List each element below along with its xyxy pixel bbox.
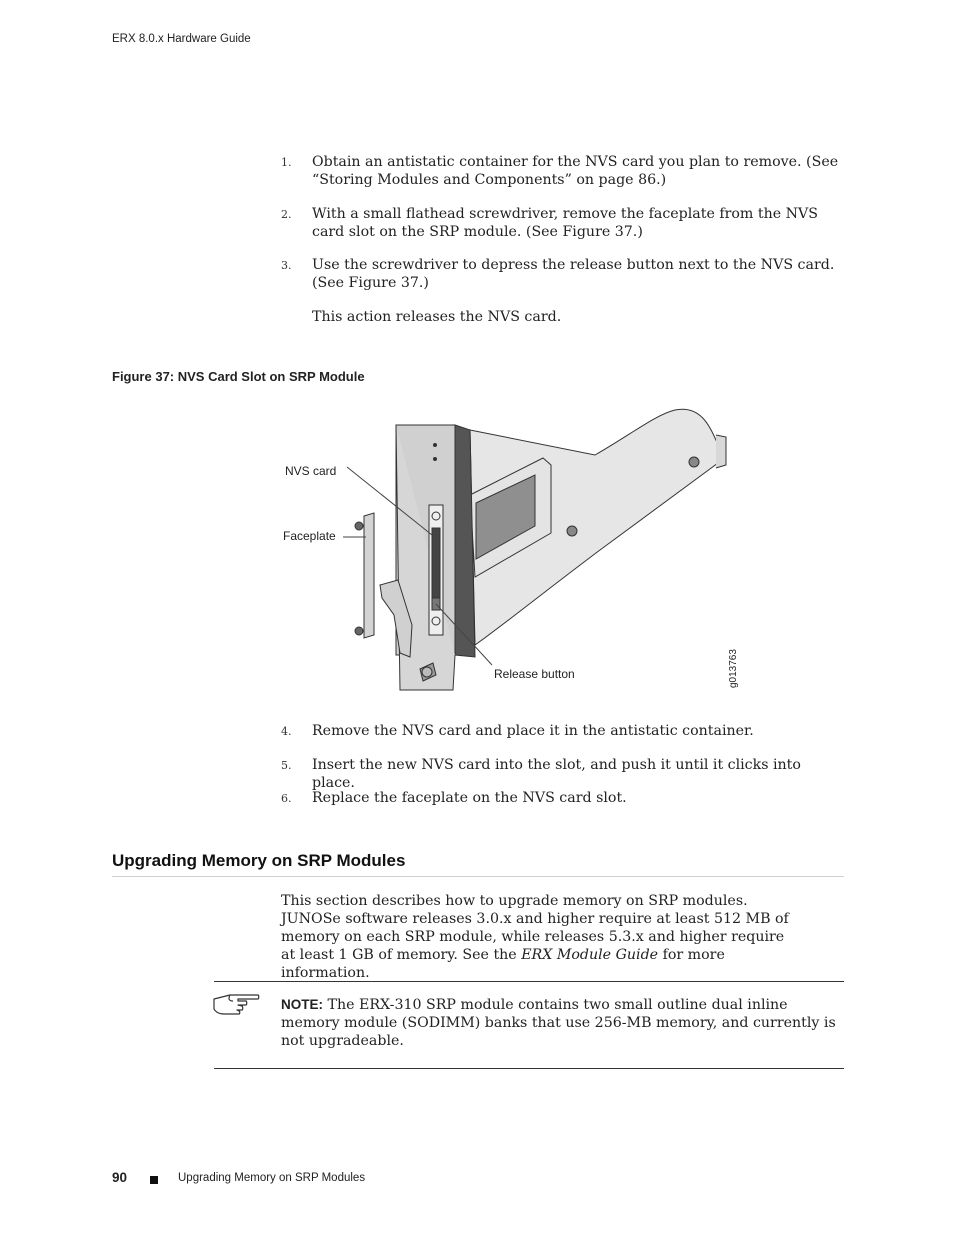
step-text: Insert the new NVS card into the slot, and push it until it clicks into place. [312, 757, 801, 791]
figure-caption: Figure 37: NVS Card Slot on SRP Module [112, 369, 365, 384]
step-number: 6. [281, 792, 292, 805]
step-number: 3. [281, 259, 292, 272]
footer-bullet [150, 1176, 158, 1184]
body-text-end: for more information. [281, 947, 725, 981]
note-text: The ERX-310 SRP module contains two small outline dual inline memory module (SODIMM) banks that use 256-MB memory, and currently is not upgradeable. [281, 997, 836, 1049]
body-text: This section describes how to upgrade memory on SRP modules. JUNOSe software releases 3.0.x and higher require at least 512 MB of memory on each SRP module, while releases 5.3.x and higher require at least 1 GB of memory. See the [281, 893, 789, 963]
step-text: With a small flathead screwdriver, remove the faceplate from the NVS card slot on the SRP module. (See Figure 37.) [312, 206, 819, 240]
note-bottom-divider [214, 1068, 844, 1069]
section-body [281, 892, 801, 982]
heading-divider [112, 876, 844, 877]
section-heading: Upgrading Memory on SRP Modules [112, 851, 406, 870]
note-top-divider [214, 981, 844, 982]
step-number: 4. [281, 725, 292, 738]
nvs-card-label: NVS card [285, 464, 337, 478]
running-header: ERX 8.0.x Hardware Guide [112, 33, 251, 45]
faceplate [364, 513, 374, 638]
page-number: 90 [112, 1170, 128, 1185]
faceplate-label: Faceplate [283, 529, 336, 543]
step-result-text: This action releases the NVS card. [312, 309, 562, 325]
note [281, 996, 837, 1050]
step-text: Remove the NVS card and place it in the antistatic container. [312, 723, 754, 739]
step-text: Obtain an antistatic container for the NVS card you plan to remove. (See “Storing Modules and Components” on page 86.) [312, 154, 839, 188]
step-number: 5. [281, 759, 292, 772]
release-button-label: Release button [494, 667, 575, 681]
module-guide-reference: ERX Module Guide [521, 947, 659, 963]
note-label: NOTE: [281, 997, 323, 1012]
step-text: Use the screwdriver to depress the release button next to the NVS card. (See Figure 37.) [312, 257, 835, 291]
footer-title: Upgrading Memory on SRP Modules [178, 1172, 366, 1184]
figure-id-label: g013763 [728, 649, 739, 688]
nvs-card-slot-figure [270, 395, 770, 695]
pointing-hand-icon [212, 991, 260, 1017]
step-text: Replace the faceplate on the NVS card slot. [312, 790, 627, 806]
step-number: 1. [281, 156, 292, 169]
step-number: 2. [281, 208, 292, 221]
